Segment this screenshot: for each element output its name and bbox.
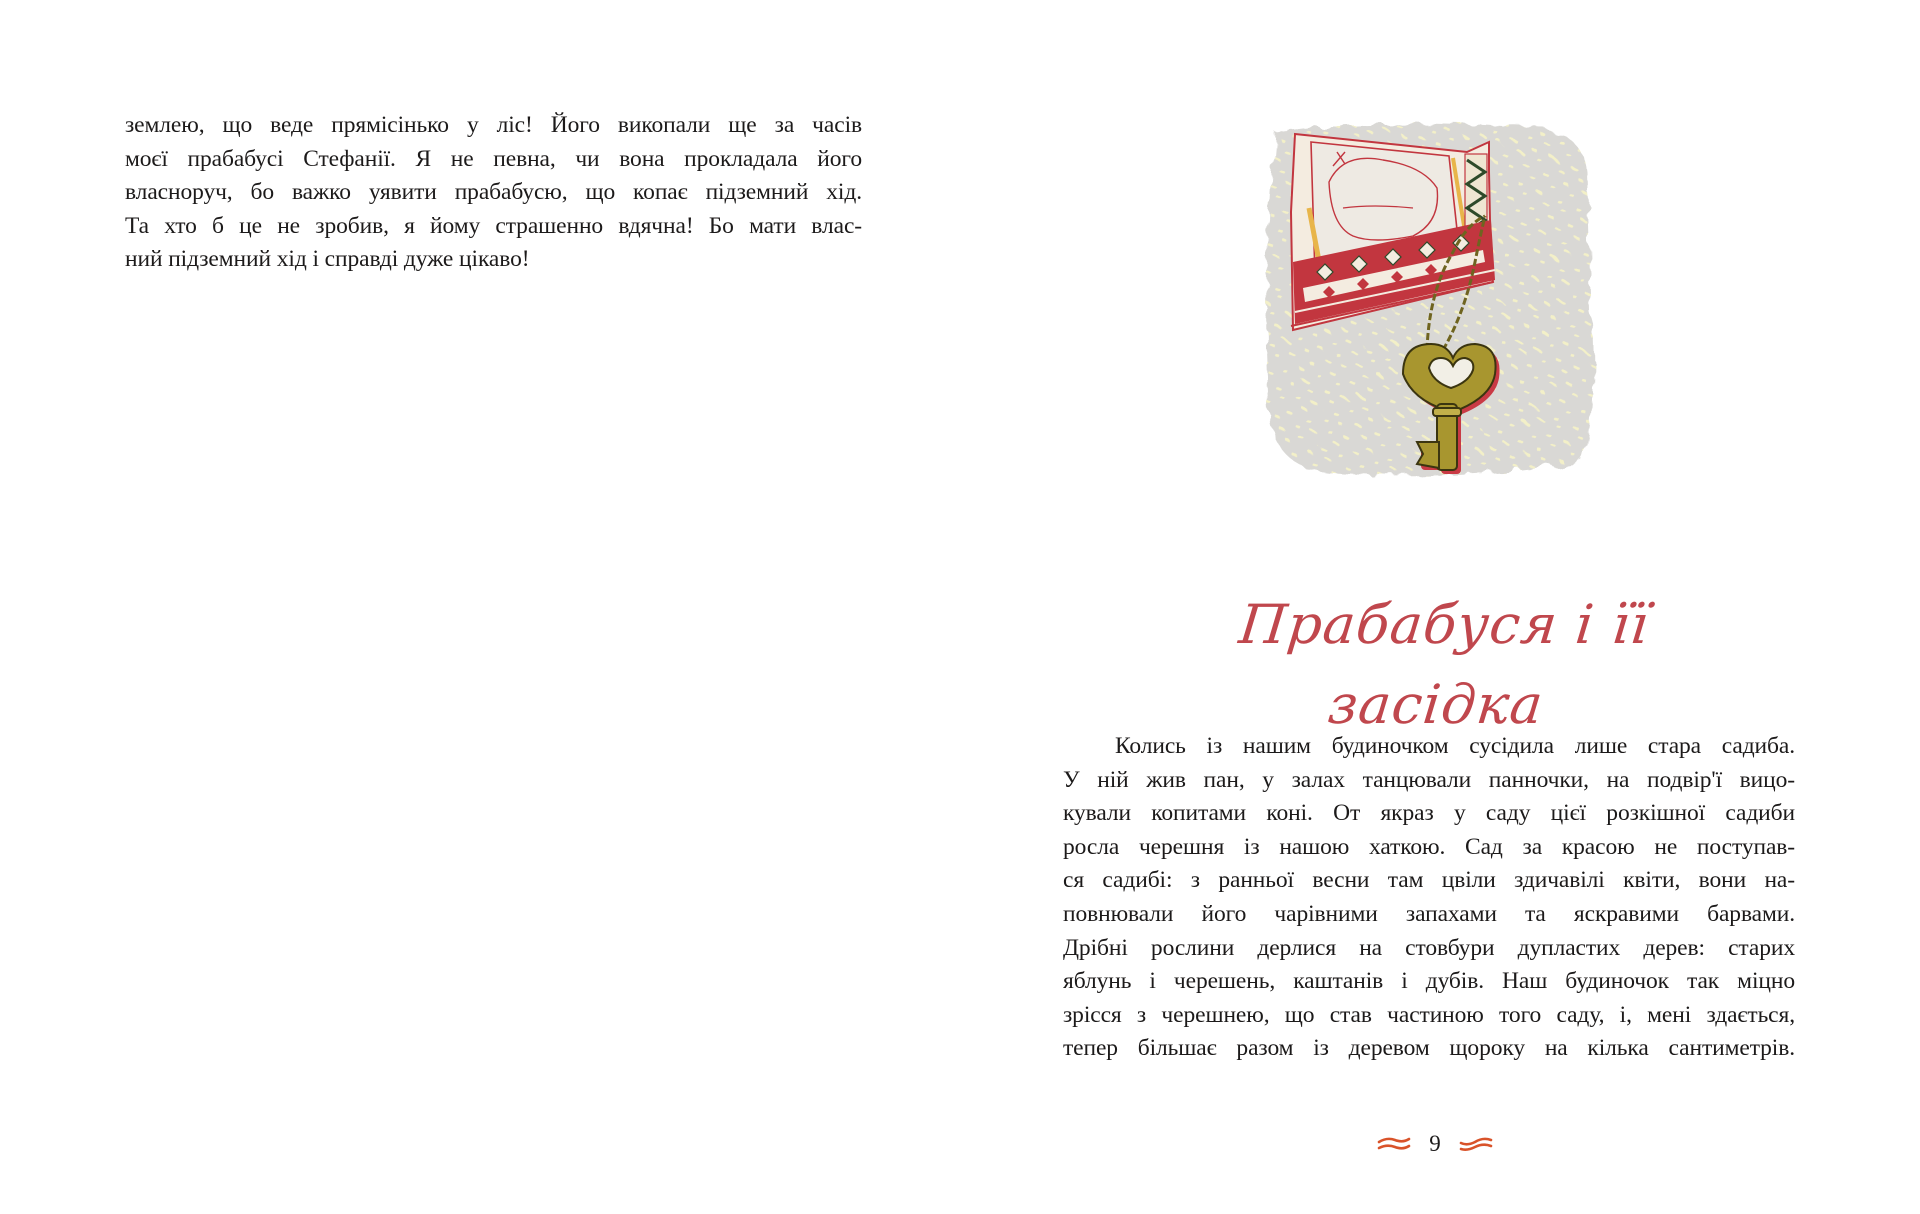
- left-page-paragraph: [125, 109, 862, 277]
- double-wave-ornament-icon: [1377, 1134, 1411, 1154]
- text-line: ний підземний хід і справді дуже цікаво!: [125, 246, 530, 273]
- text-line: моєї прабабусі Стефанії. Я не певна, чи вона прокладала його: [125, 145, 862, 172]
- text-line: ся садибі: з ранньої весни там цвіли здичавілі квіти, вони на-: [1063, 867, 1795, 894]
- page-number: 9: [1429, 1131, 1441, 1156]
- text-line: Колись із нашим будиночком сусідила лише стара садиба.: [1115, 733, 1795, 759]
- text-line: росла черешня із нашою хаткою. Сад за красою не поступав-: [1063, 833, 1795, 860]
- text-line: тепер більшає разом із деревом щороку на кілька сантиметрів.: [1063, 1035, 1795, 1062]
- illustration-image-icon: [1253, 112, 1605, 490]
- text-line: У ній жив пан, у залах танцювали панночки, на подвір'ї вицо-: [1063, 766, 1795, 793]
- text-line: повнювали його чарівними запахами та яскравими барвами.: [1063, 900, 1795, 927]
- text-line: яблунь і черешень, каштанів і дубів. Наш будиночок так міцно: [1063, 968, 1795, 995]
- text-line: кували копитами коні. От якраз у саду цієї розкішної садиби: [1063, 800, 1795, 827]
- text-line: власноруч, бо важко уявити прабабусю, що копає підземний хід.: [125, 179, 862, 206]
- text-line: землею, що веде прямісінько у ліс! Його викопали ще за часів: [125, 112, 862, 138]
- text-line: зрісся з черешнею, що став частиною того саду, і, мені здається,: [1063, 1001, 1795, 1028]
- page-number-folio: [1370, 1126, 1500, 1162]
- text-line: Дрібні рослини дерлися на стовбури дупластих дерев: старих: [1063, 934, 1795, 961]
- chapter-title: Прабабуся і її засідка: [1236, 593, 1653, 736]
- right-page-paragraph: [1063, 730, 1795, 1066]
- text-line: Та хто б це не зробив, я йому страшенно вдячна! Бо мати влас-: [125, 212, 862, 239]
- double-wave-ornament-icon: [1459, 1134, 1493, 1154]
- key-and-book-illustration: [1253, 112, 1605, 490]
- right-page: [960, 0, 1920, 1214]
